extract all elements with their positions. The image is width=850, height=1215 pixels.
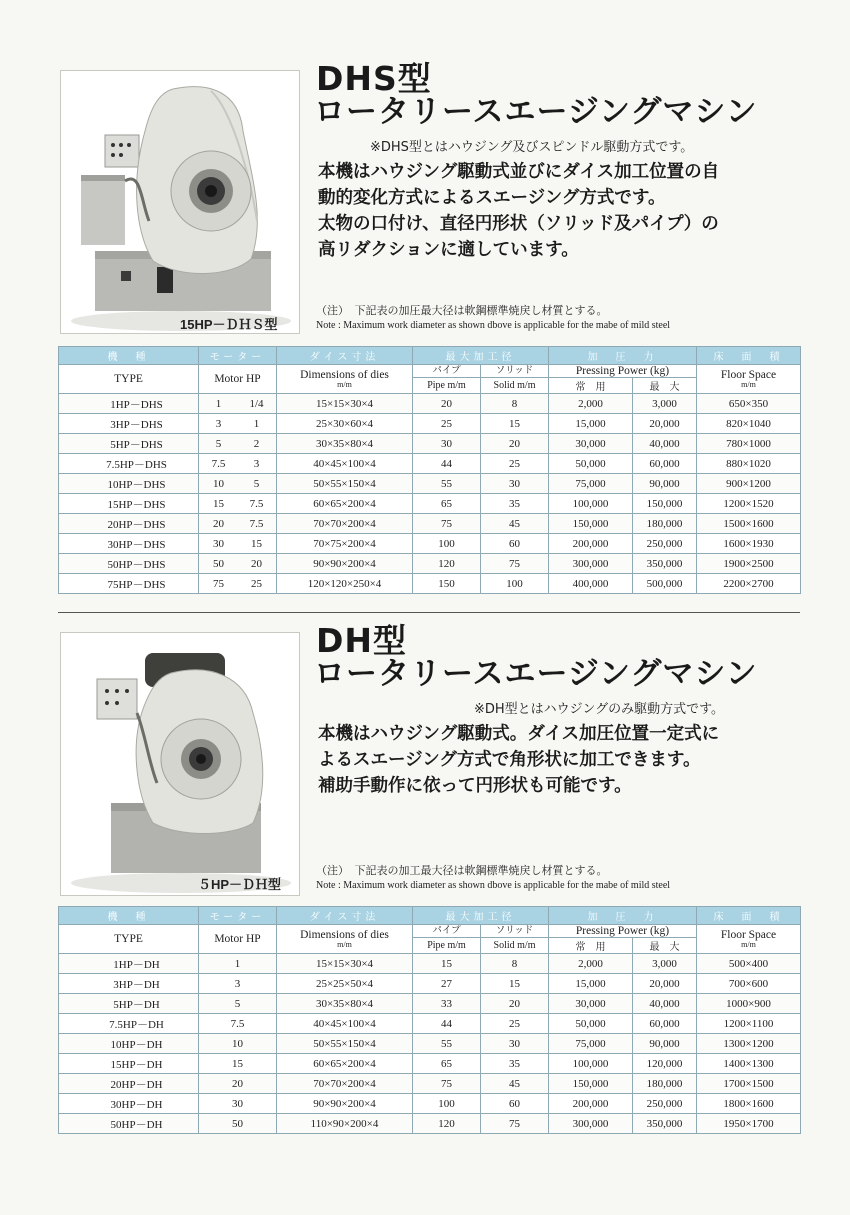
header-type-jp: 機 種	[59, 347, 199, 365]
table-row	[59, 434, 801, 454]
cell-dies: 30×35×80×4	[277, 434, 413, 454]
cell-dies: 40×45×100×4	[277, 454, 413, 474]
header-pressing-jp: 加 圧 力	[549, 347, 697, 365]
cell-dies: 15×15×30×4	[277, 954, 413, 974]
dhs-machine-photo	[60, 70, 300, 334]
table-row	[59, 514, 801, 534]
table-row	[59, 954, 801, 974]
dhs-description-line: 本機はハウジング駆動式並びにダイス加工位置の自	[318, 162, 720, 182]
cell-solid: 35	[481, 494, 549, 514]
dh-header-en-row	[59, 925, 801, 938]
cell-max: 40,000	[633, 994, 697, 1014]
cell-floor: 1500×1600	[697, 514, 801, 534]
cell-dies: 50×55×150×4	[277, 474, 413, 494]
table-row	[59, 494, 801, 514]
cell-max: 40,000	[633, 434, 697, 454]
cell-normal: 2,000	[549, 954, 633, 974]
cell-motor-hp: 3	[215, 417, 222, 430]
cell-solid: 25	[481, 454, 549, 474]
cell-solid: 100	[481, 574, 549, 594]
cell-dies: 90×90×200×4	[277, 1094, 413, 1114]
section-divider	[58, 612, 800, 613]
cell-motor	[199, 414, 277, 434]
cell-motor-hp-secondary: 15	[251, 537, 262, 550]
cell-max: 60,000	[633, 1014, 697, 1034]
cell-pipe: 44	[413, 1014, 481, 1034]
cell-pipe: 100	[413, 534, 481, 554]
header-dies	[277, 925, 413, 954]
cell-pipe: 55	[413, 474, 481, 494]
dhs-note-en: Note : Maximum work diameter as shown dbove is applicable for the mabe of mild steel	[316, 320, 671, 331]
dh-product-title: ロータリースエージングマシン	[314, 656, 758, 692]
dhs-description-line: 動的変化方式によるスエージング方式です。	[318, 188, 666, 208]
header-pipe-en: Pipe m/m	[413, 378, 481, 394]
cell-motor-hp: 20	[232, 1077, 243, 1090]
dhs-description-line: 高リダクションに適しています。	[318, 240, 579, 260]
cell-normal: 150,000	[549, 1074, 633, 1094]
header-dies-label: Dimensions of dies	[300, 369, 389, 381]
header-floor-jp: 床 面 積	[697, 347, 801, 365]
cell-motor	[199, 394, 277, 414]
dhs-table-body	[59, 394, 801, 594]
cell-normal: 75,000	[549, 474, 633, 494]
cell-dies: 15×15×30×4	[277, 394, 413, 414]
dhs-machine-illustration	[61, 71, 299, 333]
cell-motor	[199, 1014, 277, 1034]
cell-motor-hp: 15	[232, 1057, 243, 1070]
cell-type: 1HP－DHS	[59, 394, 199, 414]
cell-normal: 75,000	[549, 1034, 633, 1054]
cell-max: 3,000	[633, 954, 697, 974]
table-row	[59, 974, 801, 994]
cell-motor-hp: 7.5	[230, 1017, 245, 1030]
cell-floor: 1700×1500	[697, 1074, 801, 1094]
dhs-product-title: ロータリースエージングマシン	[314, 94, 758, 130]
cell-normal: 200,000	[549, 1094, 633, 1114]
cell-normal: 150,000	[549, 514, 633, 534]
cell-max: 250,000	[633, 1094, 697, 1114]
cell-pipe: 65	[413, 494, 481, 514]
cell-motor	[199, 454, 277, 474]
cell-solid: 45	[481, 514, 549, 534]
dhs-description	[318, 159, 719, 263]
header-dies-jp: ダイス寸法	[277, 347, 413, 365]
cell-type: 10HP－DH	[59, 1034, 199, 1054]
cell-solid: 45	[481, 1074, 549, 1094]
cell-max: 180,000	[633, 1074, 697, 1094]
header-pipe-jp: パイプ	[432, 926, 461, 936]
cell-motor	[199, 434, 277, 454]
cell-normal: 2,000	[549, 394, 633, 414]
cell-motor	[199, 954, 277, 974]
cell-max: 20,000	[633, 414, 697, 434]
cell-dies: 70×70×200×4	[277, 514, 413, 534]
cell-type: 15HP－DH	[59, 1054, 199, 1074]
header-dies-label: Dimensions of dies	[300, 929, 389, 941]
dhs-description-line: 太物の口付け、直径円形状（ソリッド及パイプ）の	[318, 214, 719, 234]
header-floor-label: Floor Space	[720, 369, 777, 381]
cell-motor	[199, 1114, 277, 1134]
cell-motor	[199, 1074, 277, 1094]
cell-motor-hp: 50	[232, 1117, 243, 1130]
cell-pipe: 44	[413, 454, 481, 474]
cell-dies: 70×75×200×4	[277, 534, 413, 554]
cell-solid: 30	[481, 474, 549, 494]
cell-motor-hp-secondary: 7.5	[249, 497, 264, 510]
header-dies-unit: m/m	[337, 380, 352, 389]
cell-solid: 75	[481, 1114, 549, 1134]
header-normal: 常 用	[549, 938, 633, 954]
cell-motor-hp: 1	[215, 397, 222, 410]
cell-motor-hp: 5	[215, 437, 222, 450]
cell-pipe: 65	[413, 1054, 481, 1074]
cell-pipe: 100	[413, 1094, 481, 1114]
header-motor: Motor HP	[199, 925, 277, 954]
dh-header-jp-row	[59, 907, 801, 925]
header-floor-unit: m/m	[741, 940, 756, 949]
cell-motor	[199, 534, 277, 554]
cell-pipe: 33	[413, 994, 481, 1014]
table-row	[59, 1014, 801, 1034]
cell-max: 350,000	[633, 554, 697, 574]
cell-max: 90,000	[633, 1034, 697, 1054]
cell-solid: 8	[481, 954, 549, 974]
cell-floor: 780×1000	[697, 434, 801, 454]
cell-type: 3HP－DH	[59, 974, 199, 994]
cell-normal: 15,000	[549, 974, 633, 994]
cell-max: 150,000	[633, 494, 697, 514]
cell-floor: 820×1040	[697, 414, 801, 434]
cell-dies: 30×35×80×4	[277, 994, 413, 1014]
dh-description	[318, 721, 719, 799]
header-dies-jp: ダイス寸法	[277, 907, 413, 925]
table-row	[59, 414, 801, 434]
cell-max: 500,000	[633, 574, 697, 594]
dhs-spec-table	[58, 346, 801, 594]
header-type: TYPE	[59, 925, 199, 954]
cell-floor: 1200×1100	[697, 1014, 801, 1034]
header-maxdia-jp: 最大加工径	[413, 347, 549, 365]
header-max: 最 大	[633, 378, 697, 394]
cell-solid: 15	[481, 414, 549, 434]
dh-machine-illustration	[61, 633, 299, 895]
cell-floor: 1600×1930	[697, 534, 801, 554]
cell-motor-hp: 50	[213, 557, 224, 570]
header-pipe	[413, 365, 481, 378]
cell-motor-hp: 5	[234, 997, 241, 1010]
dh-note-en: Note : Maximum work diameter as shown dbove is applicable for the mabe of mild steel	[316, 880, 671, 891]
cell-type: 5HP－DH	[59, 994, 199, 1014]
cell-max: 250,000	[633, 534, 697, 554]
cell-type: 1HP－DH	[59, 954, 199, 974]
cell-motor	[199, 1094, 277, 1114]
cell-dies: 25×25×50×4	[277, 974, 413, 994]
dh-description-line: 本機はハウジング駆動式。ダイス加圧位置一定式に	[318, 724, 720, 744]
cell-motor-hp-secondary: 1/4	[249, 397, 264, 410]
header-pipe-jp: パイプ	[432, 366, 461, 376]
cell-normal: 400,000	[549, 574, 633, 594]
cell-motor-hp-secondary: 5	[253, 477, 260, 490]
cell-motor	[199, 514, 277, 534]
cell-motor-hp: 10	[213, 477, 224, 490]
dhs-header-en-row	[59, 365, 801, 378]
cell-normal: 100,000	[549, 494, 633, 514]
cell-dies: 60×65×200×4	[277, 494, 413, 514]
cell-solid: 60	[481, 1094, 549, 1114]
cell-max: 180,000	[633, 514, 697, 534]
cell-floor: 900×1200	[697, 474, 801, 494]
cell-type: 15HP－DHS	[59, 494, 199, 514]
table-row	[59, 534, 801, 554]
cell-floor: 1950×1700	[697, 1114, 801, 1134]
cell-motor-hp: 7.5	[211, 457, 226, 470]
dhs-subtitle: ※DHS型とはハウジング及びスピンドル駆動方式です。	[370, 140, 694, 155]
header-type: TYPE	[59, 365, 199, 394]
dh-subtitle: ※DH型とはハウジングのみ駆動方式です。	[474, 702, 725, 717]
header-maxdia-jp: 最大加工径	[413, 907, 549, 925]
cell-floor: 500×400	[697, 954, 801, 974]
header-motor: Motor HP	[199, 365, 277, 394]
cell-normal: 15,000	[549, 414, 633, 434]
cell-floor: 2200×2700	[697, 574, 801, 594]
dh-description-line: 補助手動作に依って円形状も可能です。	[318, 776, 632, 796]
table-row	[59, 1074, 801, 1094]
dhs-model-heading: DHS型	[316, 59, 432, 98]
cell-solid: 60	[481, 534, 549, 554]
header-type-jp: 機 種	[59, 907, 199, 925]
header-solid-en: Solid m/m	[481, 378, 549, 394]
cell-motor-hp-secondary: 7.5	[249, 517, 264, 530]
cell-max: 3,000	[633, 394, 697, 414]
cell-motor-hp-secondary: 25	[251, 577, 262, 590]
header-floor	[697, 925, 801, 954]
cell-floor: 1300×1200	[697, 1034, 801, 1054]
header-pressing: Pressing Power (kg)	[549, 365, 697, 378]
cell-max: 90,000	[633, 474, 697, 494]
cell-floor: 1800×1600	[697, 1094, 801, 1114]
cell-max: 20,000	[633, 974, 697, 994]
cell-motor-hp: 3	[234, 977, 241, 990]
cell-pipe: 120	[413, 554, 481, 574]
cell-normal: 30,000	[549, 434, 633, 454]
dh-note-jp: （注） 下記表の加工最大径は軟鋼標準焼戻し材質とする。	[316, 864, 608, 877]
header-max: 最 大	[633, 938, 697, 954]
cell-pipe: 75	[413, 1074, 481, 1094]
cell-motor-hp: 75	[213, 577, 224, 590]
table-row	[59, 1114, 801, 1134]
cell-type: 30HP－DHS	[59, 534, 199, 554]
cell-solid: 30	[481, 1034, 549, 1054]
cell-type: 50HP－DHS	[59, 554, 199, 574]
cell-dies: 40×45×100×4	[277, 1014, 413, 1034]
header-dies	[277, 365, 413, 394]
cell-floor: 650×350	[697, 394, 801, 414]
dh-table-body	[59, 954, 801, 1134]
cell-solid: 35	[481, 1054, 549, 1074]
table-row	[59, 1094, 801, 1114]
cell-type: 20HP－DH	[59, 1074, 199, 1094]
cell-pipe: 15	[413, 954, 481, 974]
cell-normal: 50,000	[549, 1014, 633, 1034]
cell-normal: 30,000	[549, 994, 633, 1014]
cell-motor-hp: 10	[232, 1037, 243, 1050]
cell-solid: 15	[481, 974, 549, 994]
cell-type: 20HP－DHS	[59, 514, 199, 534]
cell-motor-hp-secondary: 2	[253, 437, 260, 450]
cell-normal: 300,000	[549, 1114, 633, 1134]
cell-motor-hp: 30	[213, 537, 224, 550]
cell-dies: 120×120×250×4	[277, 574, 413, 594]
cell-dies: 110×90×200×4	[277, 1114, 413, 1134]
header-pressing-jp: 加 圧 力	[549, 907, 697, 925]
cell-normal: 200,000	[549, 534, 633, 554]
cell-motor-hp: 1	[234, 957, 241, 970]
cell-motor-hp-secondary: 3	[253, 457, 260, 470]
cell-normal: 300,000	[549, 554, 633, 574]
header-solid	[481, 925, 549, 938]
cell-pipe: 20	[413, 394, 481, 414]
dhs-note-jp: （注） 下記表の加圧最大径は軟鋼標準焼戻し材質とする。	[316, 304, 608, 317]
cell-motor	[199, 1034, 277, 1054]
cell-dies: 70×70×200×4	[277, 1074, 413, 1094]
table-row	[59, 554, 801, 574]
cell-dies: 50×55×150×4	[277, 1034, 413, 1054]
cell-dies: 60×65×200×4	[277, 1054, 413, 1074]
cell-solid: 25	[481, 1014, 549, 1034]
table-row	[59, 994, 801, 1014]
cell-max: 60,000	[633, 454, 697, 474]
cell-type: 5HP－DHS	[59, 434, 199, 454]
cell-motor-hp: 30	[232, 1097, 243, 1110]
header-floor-label: Floor Space	[720, 929, 777, 941]
header-floor-unit: m/m	[741, 380, 756, 389]
header-floor-jp: 床 面 積	[697, 907, 801, 925]
cell-type: 7.5HP－DH	[59, 1014, 199, 1034]
cell-max: 120,000	[633, 1054, 697, 1074]
cell-solid: 75	[481, 554, 549, 574]
cell-pipe: 150	[413, 574, 481, 594]
cell-type: 3HP－DHS	[59, 414, 199, 434]
table-row	[59, 394, 801, 414]
cell-pipe: 55	[413, 1034, 481, 1054]
dh-machine-photo	[60, 632, 300, 896]
header-pressing: Pressing Power (kg)	[549, 925, 697, 938]
header-motor-jp: モーター	[199, 907, 277, 925]
dh-description-line: よるスエージング方式で角形状に加工できます。	[318, 750, 701, 770]
cell-floor: 1000×900	[697, 994, 801, 1014]
table-row	[59, 474, 801, 494]
cell-dies: 25×30×60×4	[277, 414, 413, 434]
table-row	[59, 1054, 801, 1074]
cell-motor	[199, 494, 277, 514]
header-motor-jp: モーター	[199, 347, 277, 365]
cell-floor: 1900×2500	[697, 554, 801, 574]
header-solid-jp: ソリッド	[495, 366, 534, 376]
cell-floor: 880×1020	[697, 454, 801, 474]
dh-photo-caption: ５HP－ＤＨ型	[198, 877, 282, 892]
header-floor	[697, 365, 801, 394]
cell-floor: 1200×1520	[697, 494, 801, 514]
cell-motor	[199, 554, 277, 574]
header-pipe	[413, 925, 481, 938]
header-solid	[481, 365, 549, 378]
cell-floor: 1400×1300	[697, 1054, 801, 1074]
cell-motor-hp-secondary: 20	[251, 557, 262, 570]
cell-solid: 8	[481, 394, 549, 414]
cell-normal: 100,000	[549, 1054, 633, 1074]
header-normal: 常 用	[549, 378, 633, 394]
table-row	[59, 574, 801, 594]
dhs-header-jp-row	[59, 347, 801, 365]
header-dies-unit: m/m	[337, 940, 352, 949]
cell-pipe: 30	[413, 434, 481, 454]
dhs-photo-caption: 15HP－ＤＨＳ型	[180, 317, 278, 332]
table-row	[59, 1034, 801, 1054]
cell-motor-hp: 15	[213, 497, 224, 510]
cell-type: 10HP－DHS	[59, 474, 199, 494]
cell-type: 30HP－DH	[59, 1094, 199, 1114]
cell-solid: 20	[481, 994, 549, 1014]
header-solid-jp: ソリッド	[495, 926, 534, 936]
cell-motor	[199, 574, 277, 594]
cell-type: 50HP－DH	[59, 1114, 199, 1134]
cell-floor: 700×600	[697, 974, 801, 994]
cell-pipe: 25	[413, 414, 481, 434]
cell-pipe: 120	[413, 1114, 481, 1134]
cell-motor-hp-secondary: 1	[253, 417, 260, 430]
dh-model-heading: DH型	[316, 621, 408, 660]
cell-type: 75HP－DHS	[59, 574, 199, 594]
cell-pipe: 27	[413, 974, 481, 994]
dh-spec-table	[58, 906, 801, 1134]
cell-motor	[199, 1054, 277, 1074]
cell-solid: 20	[481, 434, 549, 454]
header-pipe-en: Pipe m/m	[413, 938, 481, 954]
table-row	[59, 454, 801, 474]
cell-dies: 90×90×200×4	[277, 554, 413, 574]
cell-pipe: 75	[413, 514, 481, 534]
cell-motor	[199, 974, 277, 994]
cell-motor	[199, 994, 277, 1014]
cell-motor-hp: 20	[213, 517, 224, 530]
cell-motor	[199, 474, 277, 494]
cell-max: 350,000	[633, 1114, 697, 1134]
cell-type: 7.5HP－DHS	[59, 454, 199, 474]
header-solid-en: Solid m/m	[481, 938, 549, 954]
cell-normal: 50,000	[549, 454, 633, 474]
